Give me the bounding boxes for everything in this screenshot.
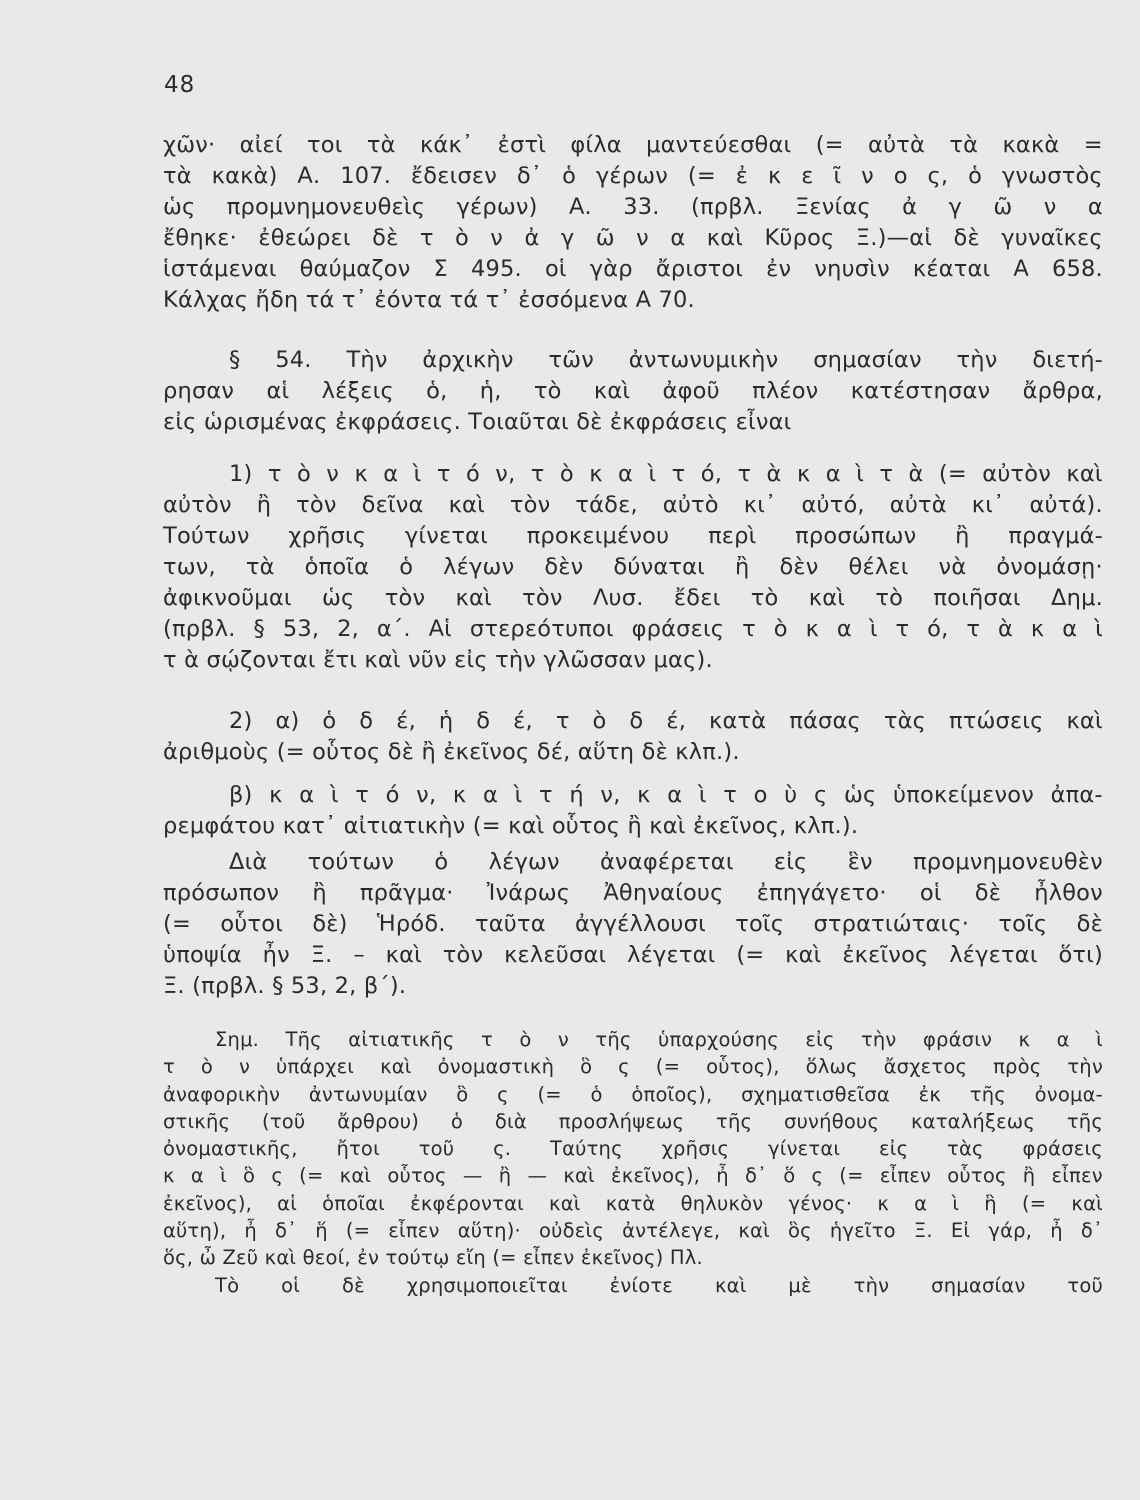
text-line: Τούτων χρῆσις γίνεται προκειμένου περὶ προσώπων ἢ πραγμά- bbox=[163, 523, 1103, 549]
note-line: ὅς, ὦ Ζεῦ καὶ θεοί, ἐν τούτῳ εἴη (= εἶπεν ἐκεῖνος) Πλ. bbox=[163, 1246, 703, 1270]
text-line: χῶν· αἰεί τοι τὰ κάκ᾽ ἐστὶ φίλα μαντεύεσθαι (= αὐτὰ τὰ κακὰ = bbox=[163, 132, 1103, 158]
note-line: ὀνομαστικῆς, ἤτοι τοῦ ς. Ταύτης χρῆσις γίνεται εἰς τὰς φράσεις bbox=[163, 1137, 1103, 1161]
note-line: στικῆς (τοῦ ἄρθρου) ὁ διὰ προσλήψεως τῆς συνήθους καταλήξεως τῆς bbox=[163, 1109, 1103, 1133]
paragraph-4 bbox=[163, 706, 1103, 768]
text-line: § 54. Τὴν ἀρχικὴν τῶν ἀντωνυμικὴν σημασίαν τὴν διετή- bbox=[229, 347, 1103, 373]
text-line: ρεμφάτου κατ᾽ αἰτιατικὴν (= καὶ οὗτος ἢ καὶ ἐκεῖνος, κλπ.). bbox=[163, 813, 859, 839]
text-line: 1) τ ὸ ν κ α ὶ τ ό ν, τ ὸ κ α ὶ τ ό, τ ὰ κ α ὶ τ ὰ (= αὐτὸν καὶ bbox=[229, 461, 1103, 487]
text-line: των, τὰ ὁποῖα ὁ λέγων δὲν δύναται ἢ δὲν θέλει νὰ ὀνομάσῃ· bbox=[163, 554, 1103, 580]
text-line: τ ὰ σῴζονται ἔτι καὶ νῦν εἰς τὴν γλῶσσαν μας). bbox=[163, 647, 713, 673]
text-line: 2) α) ὁ δ έ, ἡ δ έ, τ ὸ δ έ, κατὰ πάσας τὰς πτώσεις καὶ bbox=[229, 708, 1103, 734]
paragraph-1 bbox=[163, 130, 1103, 316]
text-line: Ξ. (πρβλ. § 53, 2, β΄). bbox=[163, 973, 407, 999]
paragraph-2 bbox=[163, 345, 1103, 438]
text-line: ἀφικνοῦμαι ὡς τὸν καὶ τὸν Λυσ. ἔδει τὸ καὶ τὸ ποιῆσαι Δημ. bbox=[163, 585, 1103, 611]
note-paragraph bbox=[163, 1026, 1103, 1299]
text-line: Διὰ τούτων ὁ λέγων ἀναφέρεται εἰς ἓν προμνημονευθὲν bbox=[229, 849, 1103, 875]
text-line: Κάλχας ἤδη τά τ᾽ ἐόντα τά τ᾽ ἐσσόμενα Α 70. bbox=[163, 287, 695, 313]
text-line: εἰς ὡρισμένας ἐκφράσεις. Τοιαῦται δὲ ἐκφράσεις εἶναι bbox=[163, 409, 792, 435]
note-line: κ α ὶ ὃ ς (= καὶ οὗτος — ἢ — καὶ ἐκεῖνος), ἦ δ᾽ ὅ ς (= εἶπεν οὗτος ἢ εἶπεν bbox=[163, 1164, 1103, 1188]
page-number: 48 bbox=[164, 72, 196, 98]
text-line: αὐτὸν ἢ τὸν δεῖνα καὶ τὸν τάδε, αὐτὸ κι᾽ αὐτό, αὐτὰ κι᾽ αὐτά). bbox=[163, 492, 1103, 518]
text-line: β) κ α ὶ τ ό ν, κ α ὶ τ ή ν, κ α ὶ τ ο ὺ ς ὡς ὑποκείμενον ἀπα- bbox=[229, 782, 1103, 808]
text-line: πρόσωπον ἢ πρᾶγμα· Ἰνάρως Ἀθηναίους ἐπηγάγετο· οἱ δὲ ἦλθον bbox=[163, 880, 1103, 906]
text-line: ἔθηκε· ἐθεώρει δὲ τ ὸ ν ἀ γ ῶ ν α καὶ Κῦρος Ξ.)—αἱ δὲ γυναῖκες bbox=[163, 225, 1103, 251]
paragraph-6 bbox=[163, 847, 1103, 1002]
text-line: τὰ κακὰ) Α. 107. ἔδεισεν δ᾽ ὁ γέρων (= ἐ κ ε ῖ ν ο ς, ὁ γνωστὸς bbox=[163, 163, 1103, 189]
text-line: ρησαν αἱ λέξεις ὁ, ἡ, τὸ καὶ ἀφοῦ πλέον κατέστησαν ἄρθρα, bbox=[163, 378, 1103, 404]
text-line: ἱστάμεναι θαύμαζον Σ 495. οἱ γὰρ ἄριστοι ἐν νηυσὶν κέαται Α 658. bbox=[163, 256, 1103, 282]
note-line: Τὸ οἱ δὲ χρησιμοποιεῖται ἐνίοτε καὶ μὲ τὴν σημασίαν τοῦ bbox=[215, 1273, 1103, 1297]
note-line: τ ὸ ν ὑπάρχει καὶ ὀνομαστικὴ ὃ ς (= οὗτος), ὅλως ἄσχετος πρὸς τὴν bbox=[163, 1055, 1103, 1079]
text-line: ὡς προμνημονευθεὶς γέρων) Α. 33. (πρβλ. Ξενίας ἀ γ ῶ ν α bbox=[163, 194, 1103, 220]
text-line: ἀριθμοὺς (= οὗτος δὲ ἢ ἐκεῖνος δέ, αὕτη δὲ κλπ.). bbox=[163, 739, 740, 765]
note-line: ἐκεῖνος), αἱ ὁποῖαι ἐκφέρονται καὶ κατὰ θηλυκὸν γένος· κ α ὶ ἣ (= καὶ bbox=[163, 1191, 1103, 1215]
paragraph-5 bbox=[163, 780, 1103, 842]
note-line: Σημ. Τῆς αἰτιατικῆς τ ὸ ν τῆς ὑπαρχούσης εἰς τὴν φράσιν κ α ὶ bbox=[215, 1028, 1103, 1051]
text-line: (πρβλ. § 53, 2, α΄. Αἱ στερεότυποι φράσεις τ ὸ κ α ὶ τ ό, τ ὰ κ α ὶ bbox=[163, 616, 1103, 642]
text-line: ὑποψία ἦν Ξ. – καὶ τὸν κελεῦσαι λέγεται (= καὶ ἐκεῖνος λέγεται ὅτι) bbox=[163, 942, 1103, 968]
note-line: αὕτη), ἦ δ᾽ ἥ (= εἶπεν αὕτη)· οὐδεὶς ἀντέλεγε, καὶ ὃς ἡγεῖτο Ξ. Εἰ γάρ, ἦ δ᾽ bbox=[163, 1219, 1103, 1243]
note-line: ἀναφορικὴν ἀντωνυμίαν ὃ ς (= ὁ ὁποῖος), σχηματισθεῖσα ἐκ τῆς ὀνομα- bbox=[163, 1082, 1103, 1106]
paragraph-3 bbox=[163, 459, 1103, 676]
text-line: (= οὗτοι δὲ) Ἡρόδ. ταῦτα ἀγγέλλουσι τοῖς στρατιώταις· τοῖς δὲ bbox=[163, 911, 1103, 937]
